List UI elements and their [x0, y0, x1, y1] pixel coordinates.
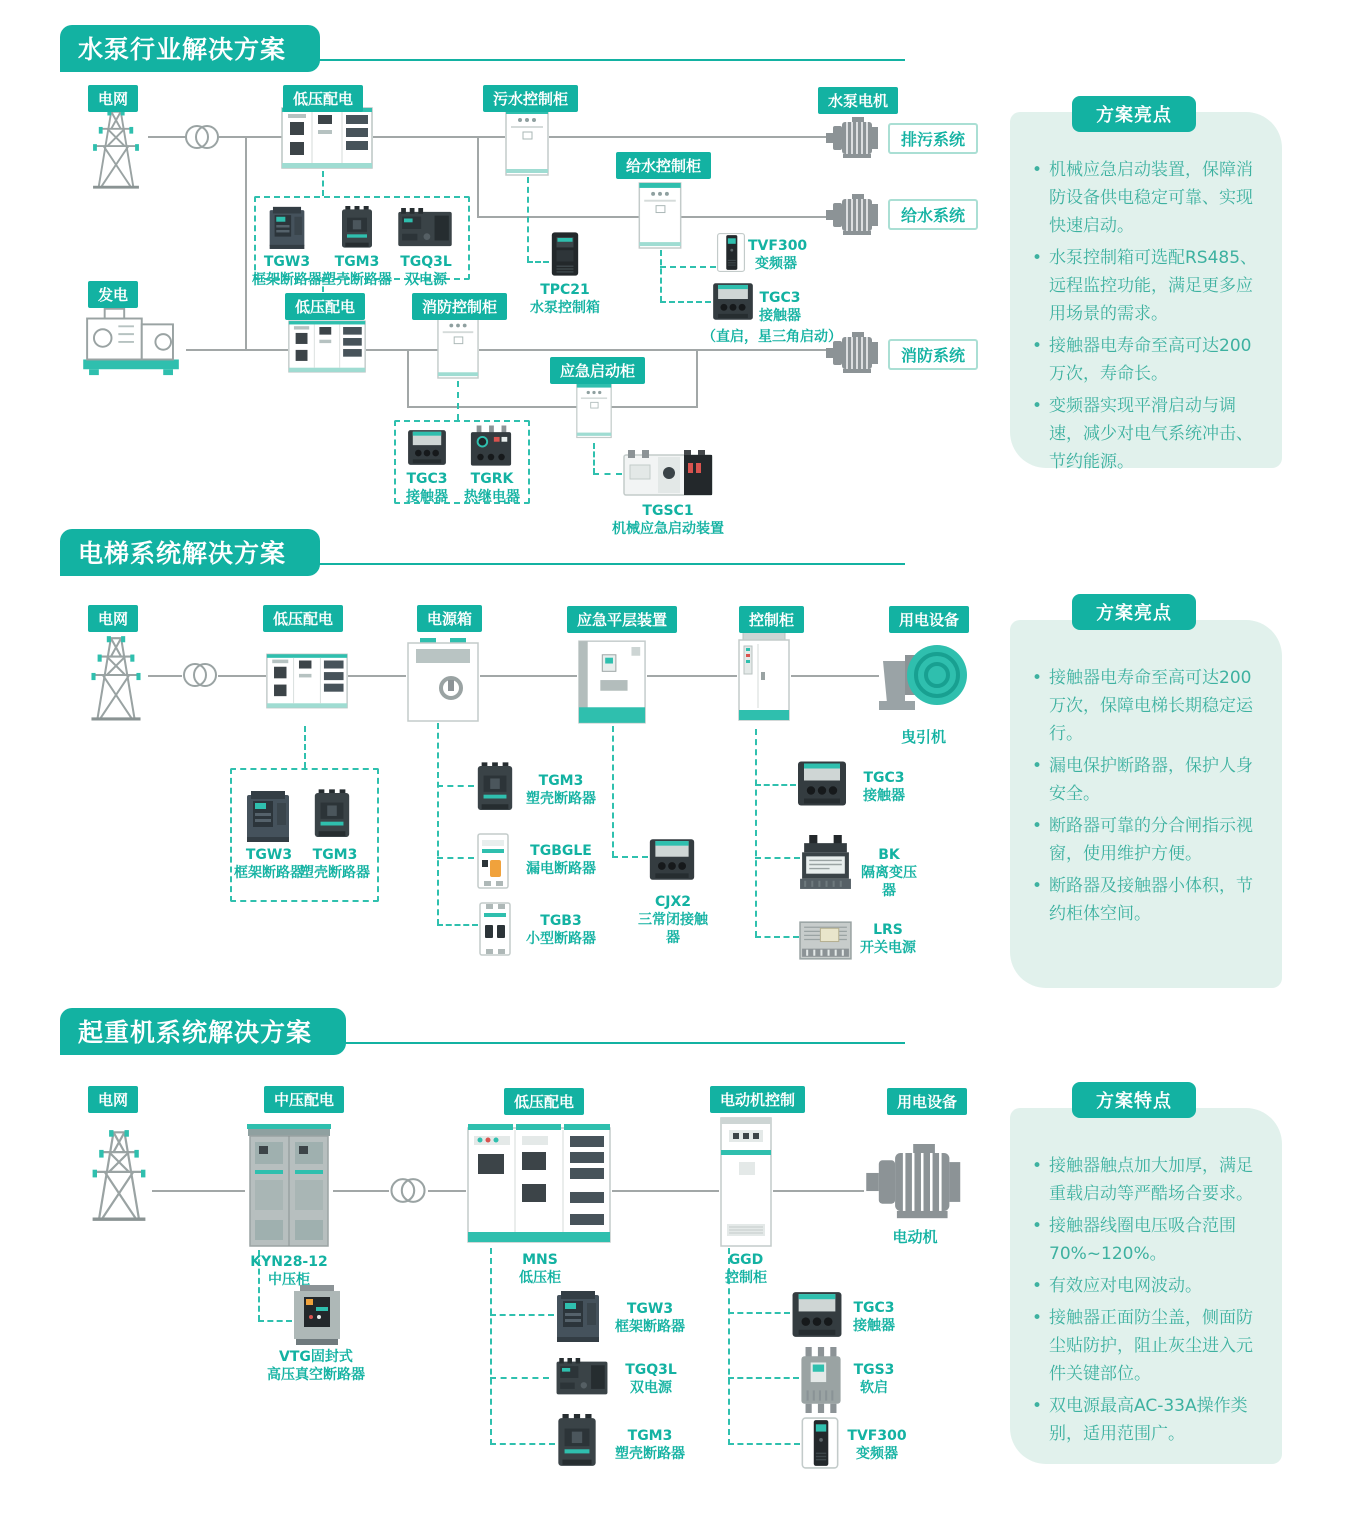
- dashed-link: [304, 726, 306, 768]
- ats-icon: [396, 208, 454, 250]
- highlights-bullet: • 变频器实现平滑启动与调速，减少对电气系统冲击、节约能源。: [1030, 392, 1266, 476]
- connector-line: [148, 675, 182, 677]
- product-label: TGBGLE 漏电断路器: [526, 843, 596, 878]
- lv-switchboard-icon: [281, 106, 373, 170]
- features-bullet: • 接触器正面防尘盖，侧面防尘贴防护，阻止灰尘进入元件关键部位。: [1030, 1304, 1266, 1388]
- tag-grid: 电网: [88, 1086, 138, 1113]
- dashed-link: [593, 443, 595, 474]
- fire-cabinet-icon: [437, 313, 479, 380]
- connector-line: [407, 406, 698, 408]
- connector-line: [647, 675, 737, 677]
- dashed-link: [437, 723, 439, 925]
- product-label: TGM3 塑壳断路器: [322, 254, 392, 289]
- highlights-bullet: • 断路器及接触器小体积，节约柜体空间。: [1030, 872, 1266, 928]
- contactor-icon: [405, 427, 449, 468]
- tag-lv-distribution-1: 低压配电: [283, 85, 363, 112]
- section-header-pump: 水泵行业解决方案: [60, 25, 320, 72]
- connector-line: [477, 136, 479, 217]
- ggd-cabinet-icon: [719, 1116, 773, 1248]
- section-header-elevator: 电梯系统解决方案: [60, 529, 320, 576]
- connector-line: [373, 136, 505, 138]
- cabinet-label: MNS 低压柜: [519, 1252, 561, 1287]
- ats-icon: [551, 1358, 613, 1398]
- mini-breaker-icon: [478, 900, 512, 958]
- connector-line: [152, 1190, 245, 1192]
- acb-breaker-icon: [554, 1289, 602, 1343]
- product-label: TGQ3L 双电源: [625, 1362, 677, 1397]
- tag-sewage-cabinet: 污水控制柜: [483, 85, 578, 112]
- product-label: TGM3 塑壳断路器: [526, 773, 596, 808]
- system-badge-sewage: 排污系统: [888, 123, 978, 154]
- dashed-link: [612, 726, 614, 857]
- connector-line: [148, 136, 186, 138]
- connector-line: [407, 349, 409, 407]
- connector-line: [480, 675, 577, 677]
- product-label: LRS 开关电源: [860, 922, 916, 957]
- product-label: TGW3 框架断路器: [252, 254, 322, 289]
- dashed-link: [490, 1377, 549, 1379]
- transformer-icon: [389, 1175, 427, 1206]
- product-label: TGM3 塑壳断路器: [615, 1428, 685, 1463]
- connector-line: [219, 136, 282, 138]
- features-badge: 方案特点: [1072, 1082, 1196, 1118]
- dashed-link: [593, 473, 622, 475]
- tag-generator: 发电: [88, 281, 138, 308]
- highlights-badge: 方案亮点: [1072, 594, 1196, 630]
- transformer-icon: [184, 122, 220, 152]
- connector-line: [245, 136, 247, 350]
- connector-line: [333, 1190, 389, 1192]
- motor-icon: [826, 117, 880, 159]
- contactor-icon: [710, 280, 756, 323]
- product-label: TGC3 接触器: [863, 770, 905, 805]
- connector-line: [218, 675, 266, 677]
- dashed-link: [527, 177, 529, 262]
- features-list: [1010, 1108, 1282, 1448]
- dashed-link: [755, 784, 796, 786]
- product-label: TVF300 变频器: [748, 238, 808, 273]
- contactor-icon: [796, 757, 848, 810]
- product-label: TGB3 小型断路器: [526, 913, 596, 948]
- emergency-start-device-icon: [622, 447, 714, 499]
- connector-line: [696, 349, 698, 407]
- lv-switchboard-icon: [266, 636, 348, 726]
- dashed-link: [755, 857, 800, 859]
- soft-starter-icon: [799, 1347, 843, 1413]
- features-bullet: • 双电源最高AC-33A操作类别，适用范围广。: [1030, 1392, 1266, 1448]
- thermal-relay-icon: [469, 425, 513, 468]
- tag-load-device: 用电设备: [887, 1088, 967, 1115]
- connector-line: [348, 675, 406, 677]
- contactor-icon: [648, 828, 696, 891]
- product-label: TGC3 接触器: [759, 290, 801, 325]
- control-cabinet-icon: [737, 630, 791, 729]
- highlights-bullet: • 漏电保护断路器，保护人身安全。: [1030, 752, 1266, 808]
- product-label: CJX2 三常闭接触器: [638, 894, 708, 947]
- dashed-link: [527, 261, 549, 263]
- highlights-panel: [1010, 112, 1282, 472]
- motor-icon: [826, 194, 880, 236]
- highlights-list: [1010, 620, 1282, 928]
- connector-line: [366, 349, 438, 351]
- leveling-device-icon: [577, 638, 647, 726]
- mccb-breaker-icon: [311, 787, 353, 843]
- cabinet-label: GGD 控制柜: [725, 1252, 767, 1287]
- dashed-link: [490, 1314, 554, 1316]
- tag-lv-distribution: 低压配电: [263, 605, 343, 632]
- switching-psu-icon: [798, 915, 853, 966]
- mccb-breaker-icon: [474, 761, 516, 815]
- system-badge-supply: 给水系统: [888, 199, 978, 230]
- dashed-link: [660, 250, 662, 302]
- connector-line: [186, 349, 288, 351]
- connector-line: [791, 675, 879, 677]
- isolation-transformer-icon: [800, 835, 851, 892]
- dashed-link: [437, 924, 478, 926]
- product-label: TGW3 框架断路器: [234, 847, 304, 882]
- mns-cabinet-icon: [466, 1122, 612, 1248]
- features-bullet: • 有效应对电网波动。: [1030, 1272, 1266, 1300]
- power-tower-icon: [84, 630, 148, 722]
- dashed-link: [660, 266, 716, 268]
- highlights-badge: 方案亮点: [1072, 96, 1196, 132]
- dashed-link: [258, 1320, 292, 1322]
- dashed-link: [728, 1377, 799, 1379]
- power-box-icon: [406, 638, 480, 723]
- generator-icon: [78, 299, 186, 379]
- product-label: TGS3 软启: [853, 1362, 895, 1397]
- device-label: 电动机: [892, 1228, 938, 1246]
- highlights-bullet: • 机械应急启动装置，保障消防设备供电稳定可靠、实现快速启动。: [1030, 156, 1266, 240]
- tag-lv-distribution: 低压配电: [504, 1088, 584, 1115]
- connector-line: [479, 349, 826, 351]
- dashed-link: [457, 381, 459, 420]
- power-tower-icon: [84, 104, 148, 190]
- highlights-list: [1010, 112, 1282, 476]
- connector-line: [428, 1190, 466, 1192]
- tag-motor-control: 电动机控制: [710, 1086, 805, 1113]
- tag-grid: 电网: [88, 605, 138, 632]
- dashed-link: [490, 1248, 492, 1445]
- product-label: TGC3 接触器: [853, 1300, 895, 1335]
- product-label: TPC21 水泵控制箱: [530, 282, 600, 317]
- tag-power-box: 电源箱: [417, 605, 482, 632]
- rcbo-breaker-icon: [476, 832, 510, 890]
- connector-line: [612, 1190, 719, 1192]
- dashed-link: [490, 1443, 555, 1445]
- dashed-link: [437, 857, 474, 859]
- dashed-link: [755, 936, 799, 938]
- features-panel: [1010, 1108, 1282, 1464]
- features-bullet: • 接触器线圈电压吸合范围70%~120%。: [1030, 1212, 1266, 1268]
- sewage-cabinet-icon: [505, 108, 549, 176]
- vfd-drive-icon: [800, 1416, 840, 1470]
- tag-leveling-device: 应急平层装置: [567, 606, 677, 633]
- dashed-link: [660, 301, 711, 303]
- lv-switchboard-icon: [288, 316, 366, 377]
- power-tower-icon: [86, 1112, 152, 1234]
- tag-pump-motor: 水泵电机: [818, 87, 898, 114]
- tag-control-cabinet: 控制柜: [739, 606, 804, 633]
- mccb-breaker-icon: [554, 1414, 600, 1470]
- emergency-cabinet-icon: [576, 379, 612, 442]
- contactor-icon: [790, 1288, 844, 1341]
- features-bullet: • 接触器触点加大加厚，满足重载启动等严酷场合要求。: [1030, 1152, 1266, 1208]
- highlights-panel: [1010, 620, 1282, 988]
- mv-cabinet-icon: [245, 1122, 333, 1250]
- highlights-bullet: • 断路器可靠的分合闸指示视窗，使用维护方便。: [1030, 812, 1266, 868]
- tag-lv-distribution-2: 低压配电: [285, 293, 365, 320]
- vfd-drive-icon: [716, 230, 746, 275]
- product-label: BK 隔离变压器: [861, 847, 917, 900]
- motor-icon: [864, 1144, 966, 1220]
- highlights-bullet: • 接触器电寿命至高可达200万次，寿命长。: [1030, 332, 1266, 388]
- tag-fire-cabinet: 消防控制柜: [412, 293, 507, 320]
- supply-cabinet-icon: [638, 182, 682, 249]
- highlights-bullet: • 水泵控制箱可选配RS485、远程监控功能，满足更多应用场景的需求。: [1030, 244, 1266, 328]
- dashed-link: [755, 729, 757, 937]
- mccb-breaker-icon: [336, 206, 378, 251]
- product-label: TGRK 热继电器: [464, 471, 520, 506]
- product-label: TGQ3L 双电源: [400, 254, 452, 289]
- dashed-link: [612, 856, 648, 858]
- dashed-link: [437, 785, 474, 787]
- acb-breaker-icon: [245, 789, 291, 843]
- tag-grid: 电网: [88, 85, 138, 112]
- tag-mv-distribution: 中压配电: [264, 1086, 344, 1113]
- highlights-bullet: • 接触器电寿命至高可达200万次，保障电梯长期稳定运行。: [1030, 664, 1266, 748]
- dashed-link: [322, 171, 324, 196]
- tag-emergency-cabinet: 应急启动柜: [550, 357, 645, 384]
- system-badge-fire: 消防系统: [888, 339, 978, 370]
- device-label: 曳引机: [900, 728, 946, 746]
- traction-machine-icon: [877, 633, 970, 721]
- connector-line: [549, 136, 828, 138]
- acb-breaker-icon: [268, 204, 306, 251]
- pump-controller-icon: [549, 230, 581, 278]
- tag-supply-cabinet: 给水控制柜: [616, 152, 711, 179]
- section-header-crane: 起重机系统解决方案: [60, 1008, 346, 1055]
- vacuum-breaker-icon: [292, 1285, 342, 1345]
- product-label: TGC3 接触器: [406, 471, 448, 506]
- tag-load-device: 用电设备: [889, 606, 969, 633]
- dashed-link: [728, 1443, 800, 1445]
- product-label: TGM3 塑壳断路器: [300, 847, 370, 882]
- transformer-icon: [182, 660, 218, 690]
- connector-line: [773, 1190, 864, 1192]
- product-label: TGW3 框架断路器: [615, 1301, 685, 1336]
- product-label: TVF300 变频器: [847, 1428, 907, 1463]
- dashed-link: [728, 1312, 790, 1314]
- product-label: VTG固封式 高压真空断路器: [267, 1349, 365, 1384]
- cabinet-label: KYN28-12 中压柜: [250, 1254, 328, 1289]
- product-label: TGSC1 机械应急启动装置: [612, 503, 724, 538]
- start-mode-note: （直启，星三角启动）: [702, 329, 842, 345]
